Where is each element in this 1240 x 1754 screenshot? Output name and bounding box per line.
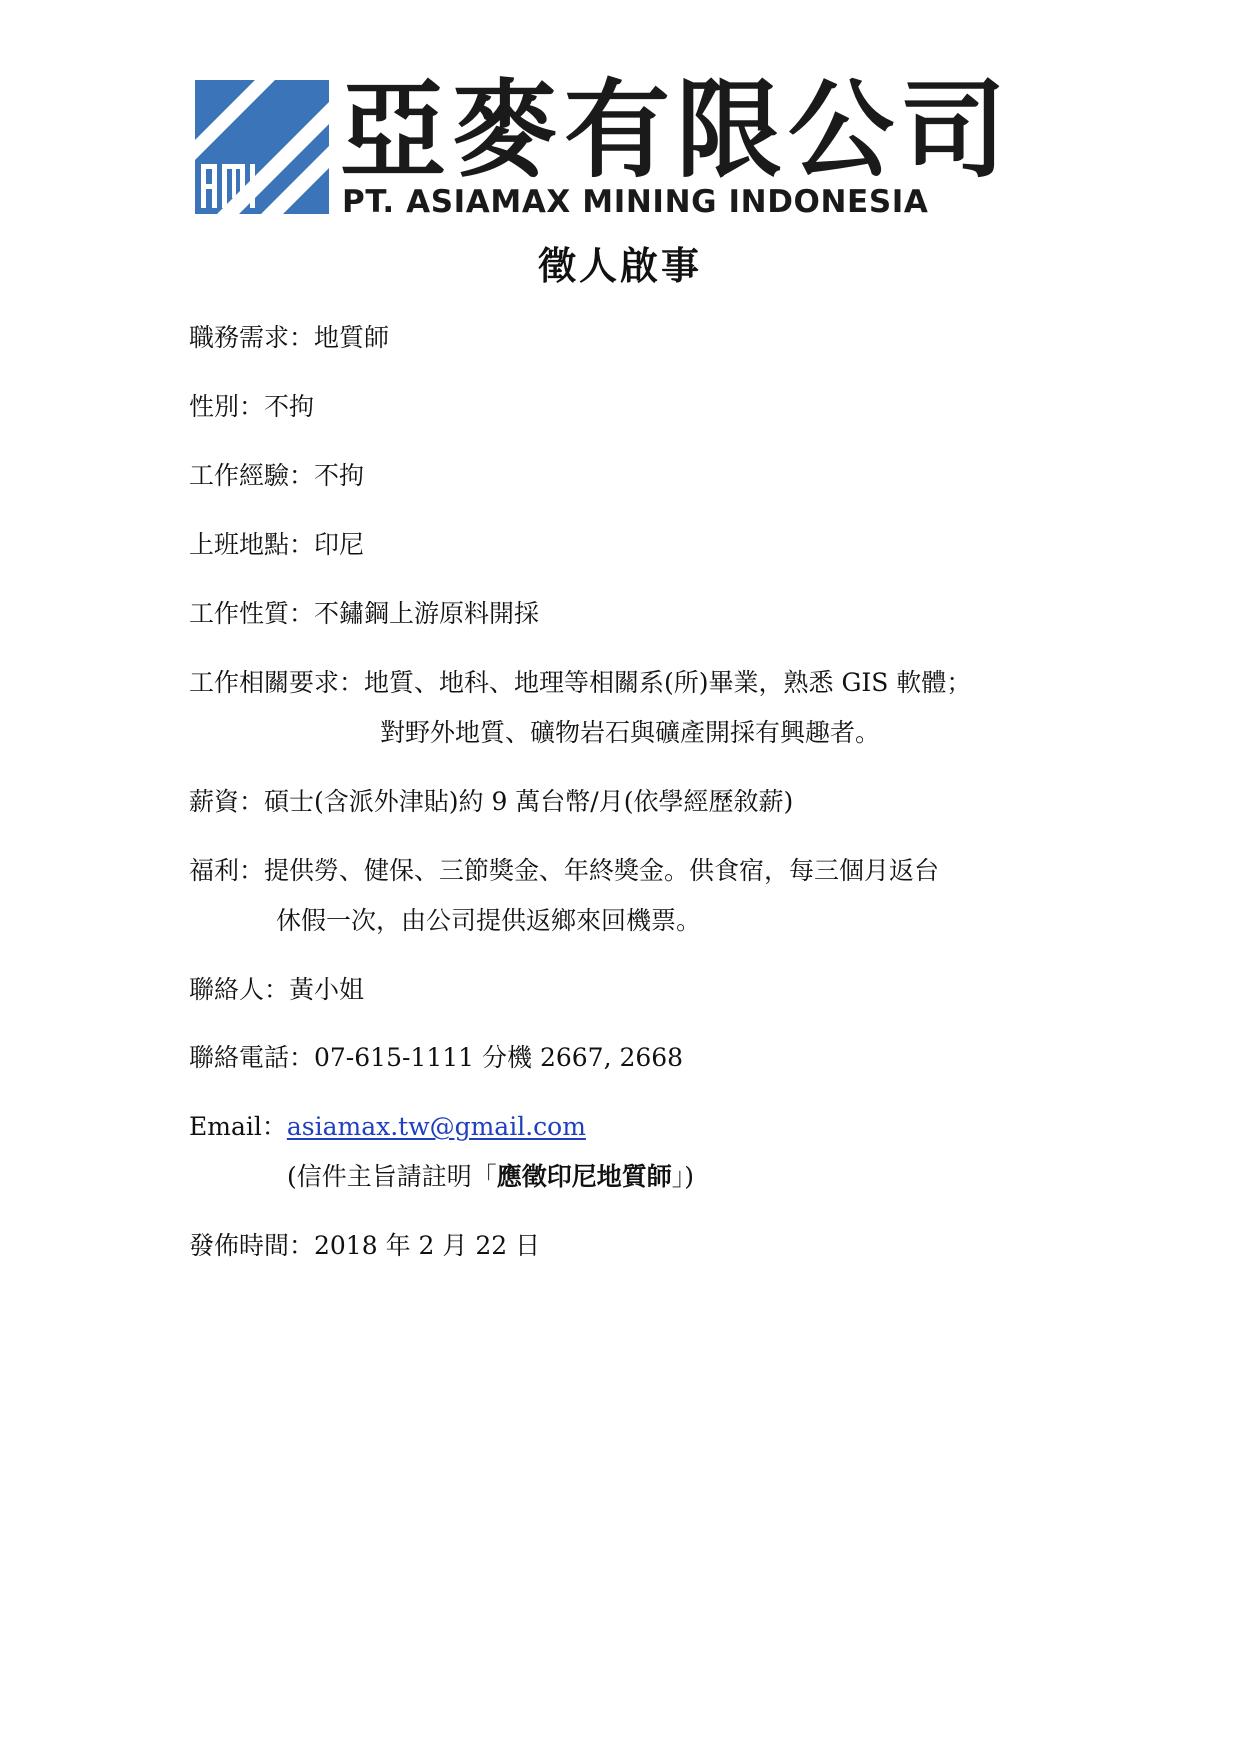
salary-line: 薪資：碩士(含派外津貼)約 9 萬台幣/月(依學經歷敘薪) xyxy=(189,787,794,816)
email-link[interactable]: asiamax.tw@gmail.com xyxy=(286,1112,586,1141)
benefits-line-2: 休假一次，由公司提供返鄉來回機票。 xyxy=(276,906,702,935)
benefits-line-1: 福利：提供勞、健保、三節獎金、年終獎金。供食宿，每三個月返台 xyxy=(189,856,940,885)
email-label: Email： xyxy=(189,1112,287,1141)
contact-phone-line: 聯絡電話：07-615-1111 分機 2667, 2668 xyxy=(189,1043,684,1072)
email-subject-prefix: (信件主旨請註明「 xyxy=(287,1162,497,1191)
job-nature-line: 工作性質：不鏽鋼上游原料開採 xyxy=(189,599,540,628)
posted-date-line: 發佈時間：2018 年 2 月 22 日 xyxy=(189,1231,541,1260)
company-name-cn: 亞麥有限公司 xyxy=(340,69,1012,192)
email-subject-suffix: 」) xyxy=(671,1162,695,1191)
ami-logo-icon xyxy=(195,80,329,214)
email-line xyxy=(189,1109,586,1145)
location-line: 上班地點：印尼 xyxy=(189,530,365,559)
requirements-line-1: 工作相關要求：地質、地科、地理等相關系(所)畢業，熟悉 GIS 軟體； xyxy=(189,668,972,697)
position-line: 職務需求：地質師 xyxy=(189,323,390,352)
gender-line: 性別：不拘 xyxy=(189,392,315,421)
company-logo xyxy=(195,69,1040,220)
email-subject-required: 應徵印尼地質師 xyxy=(496,1162,672,1191)
company-name-en: PT. ASIAMAX MINING INDONESIA xyxy=(342,184,929,220)
contact-person-line: 聯絡人：黃小姐 xyxy=(189,975,365,1004)
page-title: 徵人啟事 xyxy=(537,244,702,288)
requirements-line-2: 對野外地質、礦物岩石與礦產開採有興趣者。 xyxy=(380,718,881,747)
email-subject-note xyxy=(287,1159,694,1195)
experience-line: 工作經驗：不拘 xyxy=(189,461,365,490)
